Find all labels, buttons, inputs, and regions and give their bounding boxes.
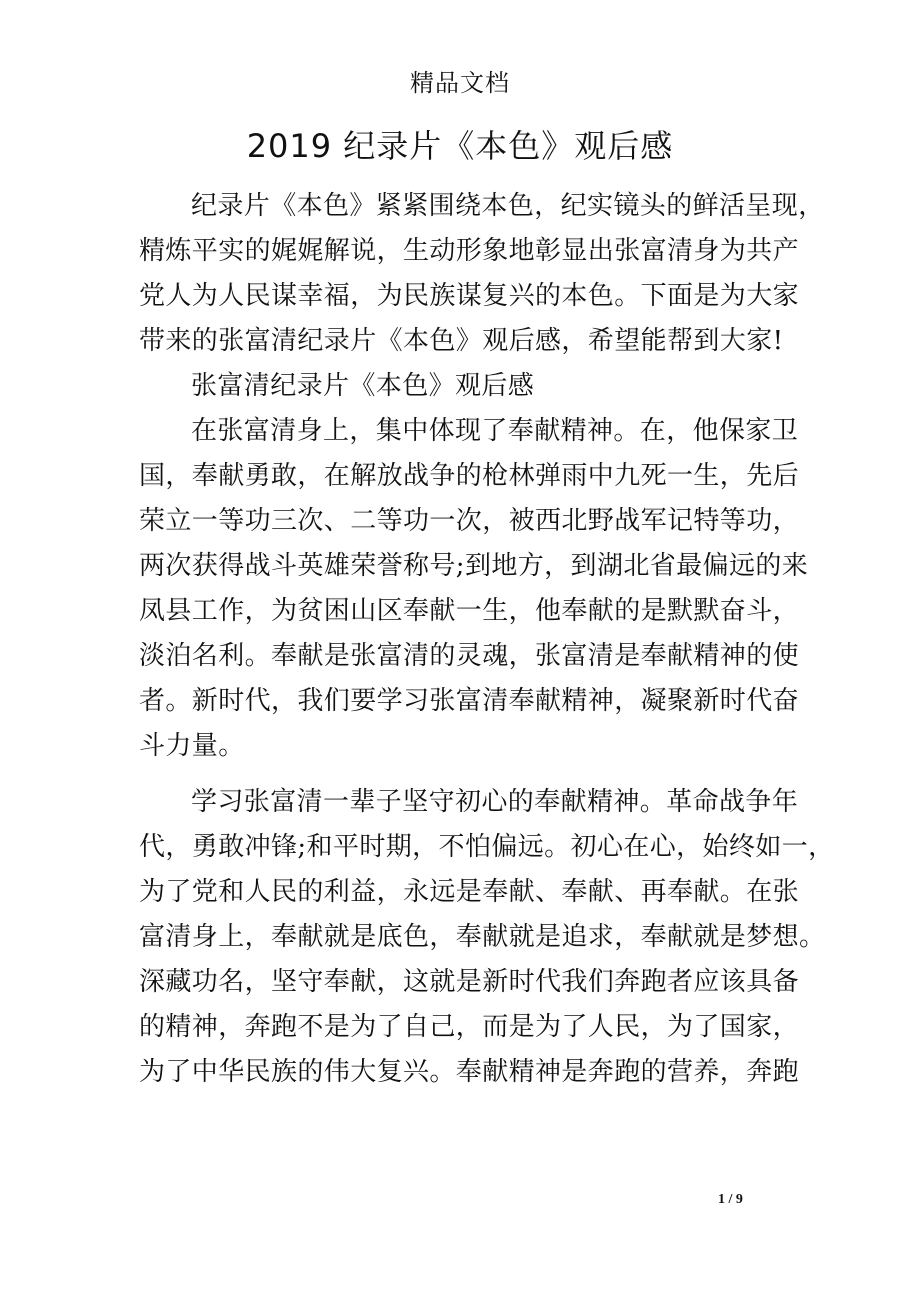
body-line: 两次获得战斗英雄荣誉称号;到地方，到湖北省最偏远的来 [139, 551, 809, 581]
body-line: 深藏功名，坚守奉献，这就是新时代我们奔跑者应该具备 [139, 967, 800, 997]
body-line: 的精神，奔跑不是为了自己，而是为了人民，为了国家， [139, 1012, 800, 1042]
document-title: 2019 纪录片《本色》观后感 [246, 127, 674, 165]
document-body [139, 188, 835, 1099]
body-line: 代，勇敢冲锋;和平时期，不怕偏远。初心在心，始终如一， [139, 832, 835, 862]
body-line: 党人为人民谋幸福，为民族谋复兴的本色。下面是为大家 [139, 281, 800, 311]
body-subheading: 张富清纪录片《本色》观后感 [191, 371, 535, 401]
body-line: 为了中华民族的伟大复兴。奉献精神是奔跑的营养，奔跑 [139, 1057, 800, 1087]
body-line: 带来的张富清纪录片《本色》观后感，希望能帮到大家! [139, 326, 784, 356]
page-header: 精品文档 [410, 69, 510, 97]
body-line: 富清身上，奉献就是底色，奉献就是追求，奉献就是梦想。 [139, 922, 826, 952]
body-line: 荣立一等功三次、二等功一次，被西北野战军记特等功， [139, 506, 800, 536]
body-line: 为了党和人民的利益，永远是奉献、奉献、再奉献。在张 [139, 877, 800, 907]
body-line: 精炼平实的娓娓解说，生动形象地彰显出张富清身为共产 [139, 236, 800, 266]
body-line: 者。新时代，我们要学习张富清奉献精神，凝聚新时代奋 [139, 686, 800, 716]
body-line: 斗力量。 [139, 731, 245, 761]
body-line: 凤县工作，为贫困山区奉献一生，他奉献的是默默奋斗， [139, 596, 800, 626]
body-line: 淡泊名利。奉献是张富清的灵魂，张富清是奉献精神的使 [139, 641, 800, 671]
body-line: 纪录片《本色》紧紧围绕本色，纪实镜头的鲜活呈现， [191, 191, 825, 221]
page-number: 1 / 9 [718, 1192, 743, 1207]
body-line: 学习张富清一辈子坚守初心的奉献精神。革命战争年 [191, 787, 799, 817]
body-line: 国，奉献勇敢，在解放战争的枪林弹雨中九死一生，先后 [139, 461, 800, 491]
body-line: 在张富清身上，集中体现了奉献精神。在，他保家卫 [191, 416, 799, 446]
